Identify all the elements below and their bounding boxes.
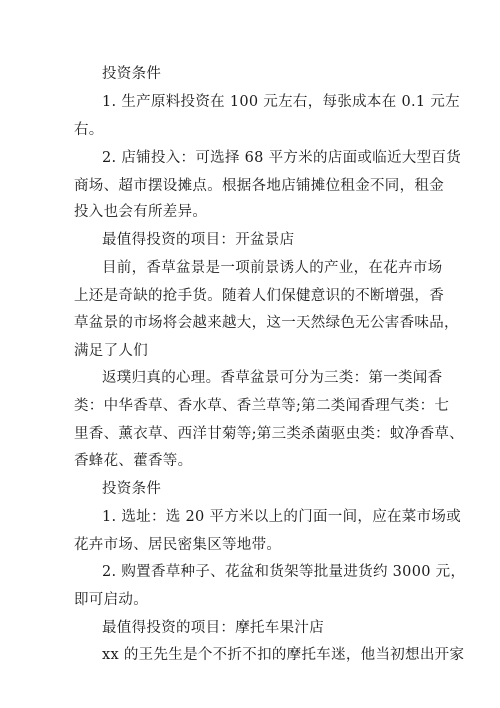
paragraph-line: 投入也会有所差异。 [74, 204, 208, 220]
section-heading-investment-conditions: 投资条件 [102, 66, 162, 82]
paragraph-line: 1. 选址：选 20 平方米以上的门面一间，应在菜市场或 [102, 509, 462, 525]
paragraph-line: 花卉市场、居民密集区等地带。 [74, 537, 282, 553]
paragraph-line: 满足了人们 [74, 343, 148, 359]
paragraph-line: 2. 购置香草种子、花盆和货架等批量进货约 3000 元， [102, 564, 466, 580]
paragraph-line: xx 的王先生是个不折不扣的摩托车迷，他当初想出开家 [102, 647, 465, 663]
paragraph-line: 类：中华香草、香水草、香兰草等;第二类闻香理气类：七 [74, 398, 450, 414]
paragraph-line: 里香、薰衣草、西洋甘菊等;第三类杀菌驱虫类：蚊净香草、 [74, 426, 464, 442]
section-heading-motorcycle-juice-shop: 最值得投资的项目：摩托车果汁店 [102, 620, 324, 636]
paragraph-line: 右。 [74, 122, 104, 138]
paragraph-line: 草盆景的市场将会越来越大，这一天然绿色无公害香味品， [74, 315, 459, 331]
paragraph-line: 上还是奇缺的抢手货。随着人们保健意识的不断增强，香 [74, 288, 444, 304]
paragraph-line: 即可启动。 [74, 592, 148, 608]
paragraph-line: 返璞归真的心理。香草盆景可分为三类：第一类闻香 [102, 370, 443, 386]
paragraph-line: 2. 店铺投入：可选择 68 平方米的店面或临近大型百货 [102, 150, 462, 166]
paragraph-line: 1. 生产原料投资在 100 元左右，每张成本在 0.1 元左 [102, 94, 460, 110]
paragraph-line: 商场、超市摆设摊点。根据各地店铺摊位租金不同，租金 [74, 178, 444, 194]
section-heading-bonsai-shop: 最值得投资的项目：开盆景店 [102, 232, 295, 248]
section-heading-investment-conditions: 投资条件 [102, 481, 162, 497]
paragraph-line: 香蜂花、藿香等。 [74, 453, 193, 469]
paragraph-line: 目前，香草盆景是一项前景诱人的产业，在花卉市场 [102, 260, 443, 276]
